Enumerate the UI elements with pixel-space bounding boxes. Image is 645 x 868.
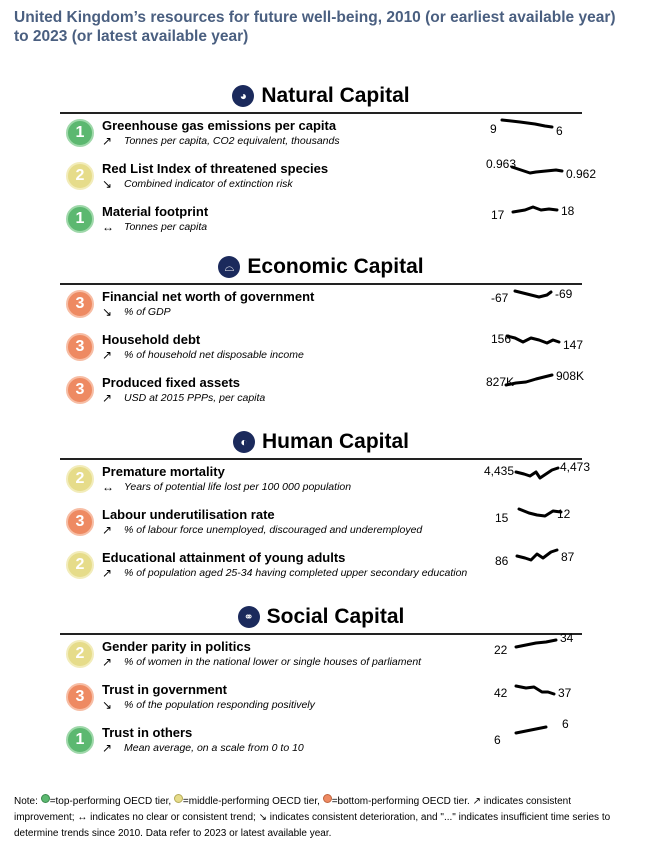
sparkline-svg [494, 721, 614, 751]
indicator-unit: USD at 2015 PPPs, per capita [124, 392, 266, 404]
indicator-unit: Tonnes per capita [124, 221, 208, 233]
indicator-name: Trust in others [102, 725, 193, 740]
indicator-name: Greenhouse gas emissions per capita [102, 118, 337, 133]
start-value: 22 [494, 643, 508, 657]
indicator-subtitle [102, 348, 304, 362]
indicator-unit: % of GDP [124, 306, 171, 318]
tier1-dot-icon [41, 794, 50, 803]
section-header [60, 80, 582, 112]
end-value: 12 [557, 507, 571, 521]
start-value: 17 [491, 208, 505, 222]
trend-sparkline [491, 328, 611, 358]
tier-badge: 3 [66, 683, 94, 711]
section-title: Natural Capital [261, 84, 410, 107]
bridge-icon: ⌓ [218, 256, 240, 278]
end-value: 34 [560, 631, 574, 645]
note-improvement: indicates consistent improvement; [14, 796, 572, 823]
indicator-subtitle [102, 698, 315, 712]
indicator-unit: Years of potential life lost per 100 000 population [124, 481, 352, 493]
globe-icon: ◕ [232, 85, 254, 107]
sparkline-line [516, 727, 546, 733]
indicator-name: Financial net worth of government [102, 289, 315, 304]
section-title: Economic Capital [247, 255, 424, 278]
sparkline-svg [495, 503, 615, 533]
indicator-subtitle [102, 220, 207, 234]
start-value: 9 [490, 122, 497, 136]
tier3-dot-icon [323, 794, 332, 803]
trend-arrow-icon: ↗ [102, 348, 113, 362]
tier-badge: 1 [66, 205, 94, 233]
sparkline-line [517, 550, 557, 560]
end-value: 18 [561, 204, 575, 218]
section-header [60, 601, 582, 633]
section-title: Social Capital [266, 605, 405, 628]
end-value: 6 [562, 717, 569, 731]
start-value: 86 [495, 554, 509, 568]
trend-arrow-icon: ↗ [102, 655, 113, 669]
note-bottom-tier: =bottom-performing OECD tier. [331, 796, 473, 807]
indicator-unit: Tonnes per capita, CO2 equivalent, thousands [124, 135, 340, 147]
section-title: Human Capital [261, 430, 410, 453]
trend-sparkline [494, 631, 614, 665]
indicator-unit: % of labour force unemployed, discouraged and underemployed [124, 524, 423, 536]
indicator-subtitle [102, 655, 421, 669]
trend-sparkline [484, 460, 604, 490]
trend-sparkline [495, 546, 615, 576]
tier-badge: 2 [66, 162, 94, 190]
trend-arrow-icon: ↔ [102, 220, 114, 234]
indicator-name: Produced fixed assets [102, 375, 240, 390]
head-icon: ◐ [233, 431, 255, 453]
footnote [14, 794, 634, 842]
sparkline-svg [491, 285, 611, 315]
trend-arrow-icon: ↗ [102, 566, 113, 580]
trend-sparkline [486, 157, 606, 187]
indicator-unit: % of population aged 25-34 having completed upper secondary education [124, 567, 468, 579]
sparkline-line [515, 291, 551, 297]
tier-badge: 1 [66, 726, 94, 754]
trend-sparkline [494, 678, 614, 708]
indicator-name: Trust in government [102, 682, 227, 697]
sparkline-line [516, 468, 558, 478]
trend-sparkline [491, 200, 611, 230]
trend-arrow-icon: ↘ [102, 177, 113, 191]
tier-badge: 3 [66, 376, 94, 404]
tier-badge: 3 [66, 333, 94, 361]
start-value: 827K [486, 375, 515, 389]
start-value: 0.963 [486, 157, 517, 171]
section-header [60, 251, 582, 283]
indicator-subtitle [102, 134, 340, 148]
tier-badge: 2 [66, 551, 94, 579]
indicator-unit: % of women in the national lower or single houses of parliament [124, 656, 422, 668]
end-value: 0.962 [566, 167, 597, 181]
indicator-name: Household debt [102, 332, 201, 347]
end-value: 87 [561, 550, 575, 564]
trend-arrow-icon: ↗ [102, 741, 113, 755]
end-value: 908K [556, 369, 585, 383]
note-middle-tier: =middle-performing OECD tier, [182, 796, 323, 807]
end-value: 37 [558, 686, 572, 700]
trend-arrow-icon: ↗ [102, 134, 113, 148]
indicator-subtitle [102, 480, 351, 494]
note-deterioration: indicates consistent deterioration, and "..." indicates insufficient time series to determine trends since 2010. Data refer to 2023 or latest available year. [14, 812, 611, 839]
sparkline-line [502, 120, 552, 127]
end-value: 6 [556, 124, 563, 138]
indicator-name: Labour underutilisation rate [102, 507, 275, 522]
sparkline-line [516, 686, 554, 694]
indicator-name: Gender parity in politics [102, 639, 251, 654]
sparkline-line [519, 509, 561, 516]
note-no-trend: indicates no clear or consistent trend; [87, 812, 259, 823]
tier-badge: 3 [66, 508, 94, 536]
note-top-tier: =top-performing OECD tier, [49, 796, 174, 807]
indicator-subtitle [102, 391, 265, 405]
tier-badge: 2 [66, 640, 94, 668]
indicator-unit: Combined indicator of extinction risk [124, 178, 293, 190]
indicator-unit: Mean average, on a scale from 0 to 10 [124, 742, 304, 754]
indicator-unit: % of household net disposable income [124, 349, 304, 361]
no-trend-arrow-icon: ↔ [77, 812, 88, 823]
start-value: 156 [491, 332, 512, 346]
note-prefix: Note: [14, 796, 41, 807]
trend-sparkline [495, 503, 615, 533]
sparkline-line [516, 640, 556, 647]
tier2-dot-icon [174, 794, 183, 803]
sparkline-svg [494, 635, 614, 665]
trend-arrow-icon: ↘ [102, 698, 113, 712]
improvement-arrow-icon: ↗ [472, 796, 481, 807]
start-value: 15 [495, 511, 509, 525]
trend-arrow-icon: ↘ [102, 305, 113, 319]
section-header [60, 426, 582, 458]
start-value: -67 [491, 291, 509, 305]
end-value: 4,473 [560, 460, 591, 474]
sparkline-line [512, 167, 562, 173]
indicator-name: Material footprint [102, 204, 209, 219]
indicator-subtitle [102, 566, 467, 580]
handshake-icon: ⚭ [238, 606, 260, 628]
sparkline-svg [494, 678, 614, 708]
tier-badge: 1 [66, 119, 94, 147]
end-value: -69 [555, 287, 573, 301]
tier-badge: 2 [66, 465, 94, 493]
tier-badge: 3 [66, 290, 94, 318]
indicator-unit: % of the population responding positively [124, 699, 315, 711]
trend-arrow-icon: ↗ [102, 391, 113, 405]
end-value: 147 [563, 338, 584, 352]
start-value: 6 [494, 733, 501, 747]
trend-sparkline [490, 114, 610, 144]
indicator-name: Educational attainment of young adults [102, 550, 346, 565]
indicator-subtitle [102, 741, 304, 755]
indicator-subtitle [102, 523, 422, 537]
trend-sparkline [486, 371, 606, 401]
sparkline-svg [490, 114, 610, 144]
deterioration-arrow-icon: ↘ [258, 812, 267, 823]
sparkline-svg [495, 546, 615, 576]
trend-sparkline [494, 717, 614, 751]
indicator-subtitle [102, 177, 293, 191]
sparkline-line [513, 207, 557, 212]
page-title: United Kingdom’s resources for future well-being, 2010 (or earliest available year) to 2023 (or latest available year) [14, 9, 616, 45]
indicator-name: Premature mortality [102, 464, 225, 479]
indicator-subtitle [102, 305, 171, 319]
indicator-name: Red List Index of threatened species [102, 161, 329, 176]
trend-arrow-icon: ↗ [102, 523, 113, 537]
start-value: 42 [494, 686, 508, 700]
sparkline-line [507, 336, 559, 343]
start-value: 4,435 [484, 464, 515, 478]
sparkline-svg [491, 200, 611, 230]
trend-arrow-icon: ↔ [102, 480, 114, 494]
trend-sparkline [491, 285, 611, 315]
